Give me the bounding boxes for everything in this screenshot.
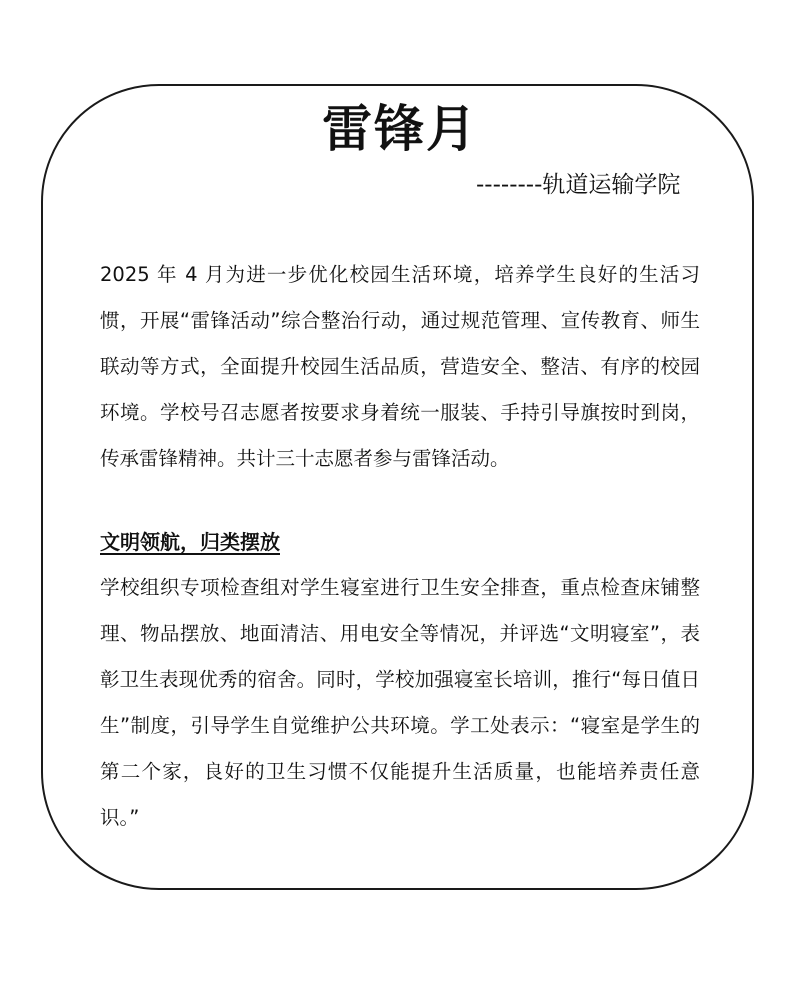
- page-title: 雷锋月: [322, 99, 478, 158]
- intro-paragraph: 2025 年 4 月为进一步优化校园生活环境，培养学生良好的生活习惯，开展“雷锋活动”综合整治行动，通过规范管理、宣传教育、师生联动等方式，全面提升校园生活品质，营造安全、整洁、有序的校园环境。学校号召志愿者按要求身着统一服装、手持引导旗按时到岗，传承雷锋精神。共计三十志愿者参与雷锋活动。: [100, 263, 700, 470]
- section-heading: 文明领航，归类摆放: [100, 530, 280, 554]
- author-line: --------轨道运输学院: [476, 172, 681, 198]
- section-paragraph: 学校组织专项检查组对学生寝室进行卫生安全排查，重点检查床铺整理、物品摆放、地面清洁、用电安全等情况，并评选“文明寝室”，表彰卫生表现优秀的宿舍。同时，学校加强寝室长培训，推行“每日值日生”制度，引导学生自觉维护公共环境。学工处表示：“寝室是学生的第二个家，良好的卫生习惯不仅能提升生活质量，也能培养责任意识。”: [100, 576, 700, 829]
